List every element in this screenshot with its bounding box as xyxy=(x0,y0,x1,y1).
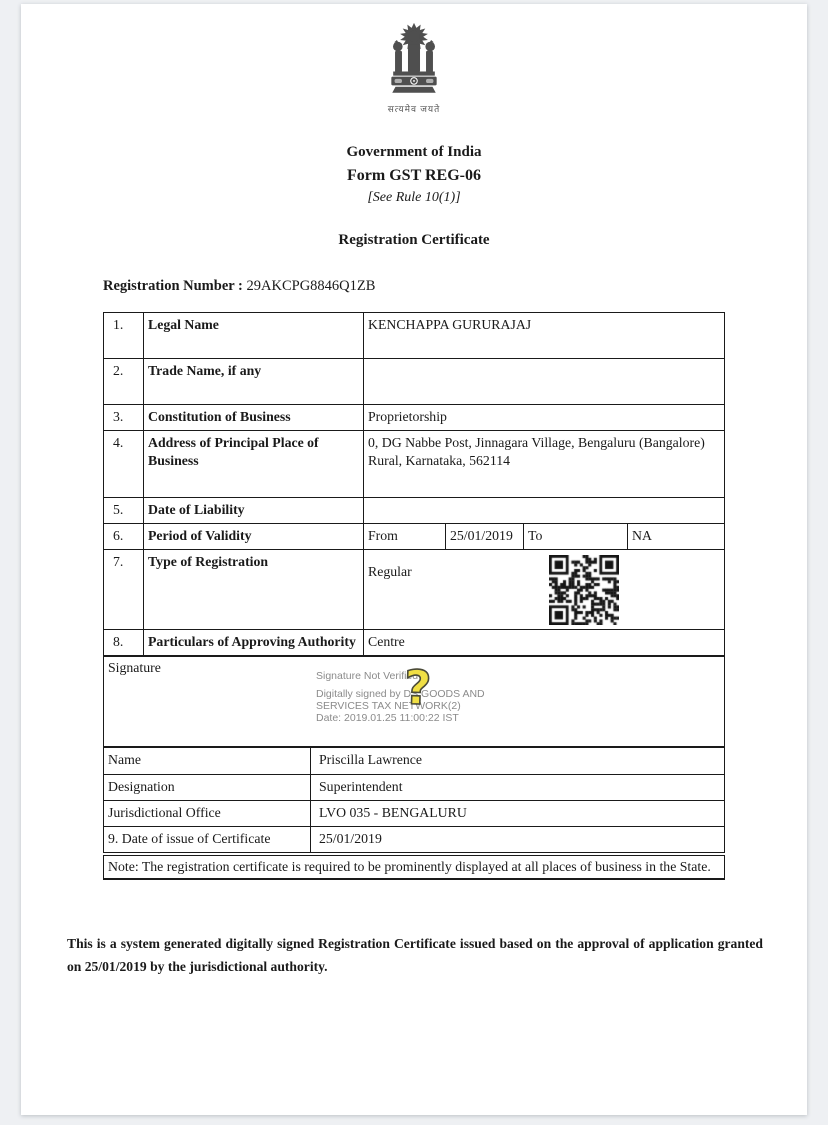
government-of-india-title: Government of India xyxy=(346,144,482,160)
table-row-period-of-validity xyxy=(104,523,724,549)
stamp-date-line: Date: 2019.01.25 11:00:22 IST xyxy=(316,712,459,724)
table-row-trade-name xyxy=(104,358,724,404)
row-serial: 7. xyxy=(104,550,144,629)
form-title: Form GST REG-06 xyxy=(347,167,481,184)
table-row-address xyxy=(104,430,724,497)
designation-value: Superintendent xyxy=(319,779,403,794)
detail-label: Designation xyxy=(104,775,311,800)
row-label: Date of Liability xyxy=(144,498,364,523)
detail-row-name xyxy=(104,748,724,774)
table-row-approving-authority xyxy=(104,629,724,655)
stamp-status-text: Signature Not Verified xyxy=(316,670,419,682)
detail-label: 9. Date of issue of Certificate xyxy=(104,827,311,852)
date-of-issue-value: 25/01/2019 xyxy=(319,831,382,846)
row-label: Legal Name xyxy=(144,313,364,358)
registration-number-value: 29AKCPG8846Q1ZB xyxy=(246,278,376,294)
certificate-main-table xyxy=(103,312,725,656)
detail-label: Jurisdictional Office xyxy=(104,801,311,826)
row-serial: 3. xyxy=(104,405,144,430)
table-row-legal-name xyxy=(104,313,724,358)
row-label: Type of Registration xyxy=(144,550,364,629)
emblem-of-india-icon xyxy=(386,22,442,115)
legal-name-value: KENCHAPPA GURURAJAJ xyxy=(368,317,532,332)
trade-name-value xyxy=(364,359,724,404)
digital-signature-stamp xyxy=(316,670,485,724)
registration-number-line xyxy=(103,278,807,295)
address-value: 0, DG Nabbe Post, Jinnagara Village, Bengaluru (Bangalore) Rural, Karnataka, 562114 xyxy=(368,435,705,469)
row-label: Period of Validity xyxy=(144,524,364,549)
row-serial: 1. xyxy=(104,313,144,358)
table-row-constitution xyxy=(104,404,724,430)
stamp-signer-line1: Digitally signed by DS GOODS AND xyxy=(316,688,485,700)
detail-label: Name xyxy=(104,748,311,774)
row-label: Constitution of Business xyxy=(144,405,364,430)
certificate-page xyxy=(21,4,807,1115)
validity-from-value: 25/01/2019 xyxy=(445,524,523,549)
rule-reference: [See Rule 10(1)] xyxy=(367,190,461,205)
signature-label: Signature xyxy=(108,660,161,675)
footer-declaration: This is a system generated digitally signed Registration Certificate issued based on the approval of application granted on 25/01/2019 by the jurisdictional authority. xyxy=(67,936,763,975)
row-serial: 2. xyxy=(104,359,144,404)
signature-section xyxy=(103,656,725,747)
approving-authority-value: Centre xyxy=(368,634,405,649)
row-label: Address of Principal Place of Business xyxy=(144,431,364,497)
registration-type-value: Regular xyxy=(368,564,412,579)
signature-question-mark-icon: ? xyxy=(403,660,433,717)
qr-code xyxy=(549,555,619,625)
row-serial: 4. xyxy=(104,431,144,497)
row-label: Particulars of Approving Authority xyxy=(144,630,364,655)
document-header xyxy=(21,22,807,249)
registration-number-label: Registration Number : xyxy=(103,278,243,294)
detail-row-jurisdictional-office xyxy=(104,800,724,826)
row-serial: 8. xyxy=(104,630,144,655)
stamp-signer-line2: SERVICES TAX NETWORK(2) xyxy=(316,700,461,712)
certificate-title: Registration Certificate xyxy=(338,232,490,248)
table-row-type-of-registration xyxy=(104,549,724,629)
note-text: Note: The registration certificate is required to be prominently displayed at all places of business in the State. xyxy=(103,855,725,880)
validity-value-group xyxy=(364,524,724,549)
jurisdictional-office-value: LVO 035 - BENGALURU xyxy=(319,805,467,820)
date-of-liability-value xyxy=(364,498,724,523)
table-row-date-of-liability xyxy=(104,497,724,523)
row-serial: 5. xyxy=(104,498,144,523)
row-label: Trade Name, if any xyxy=(144,359,364,404)
validity-to-label: To xyxy=(523,524,627,549)
validity-to-value: NA xyxy=(627,524,724,549)
validity-from-label: From xyxy=(368,528,398,543)
constitution-value: Proprietorship xyxy=(368,409,447,424)
emblem-motto: सत्यमेव जयते xyxy=(387,104,441,114)
row-serial: 6. xyxy=(104,524,144,549)
officer-name-value: Priscilla Lawrence xyxy=(319,752,423,767)
officer-details-table xyxy=(103,747,725,853)
detail-row-designation xyxy=(104,774,724,800)
registration-type-cell xyxy=(364,550,724,629)
detail-row-date-of-issue xyxy=(104,826,724,852)
